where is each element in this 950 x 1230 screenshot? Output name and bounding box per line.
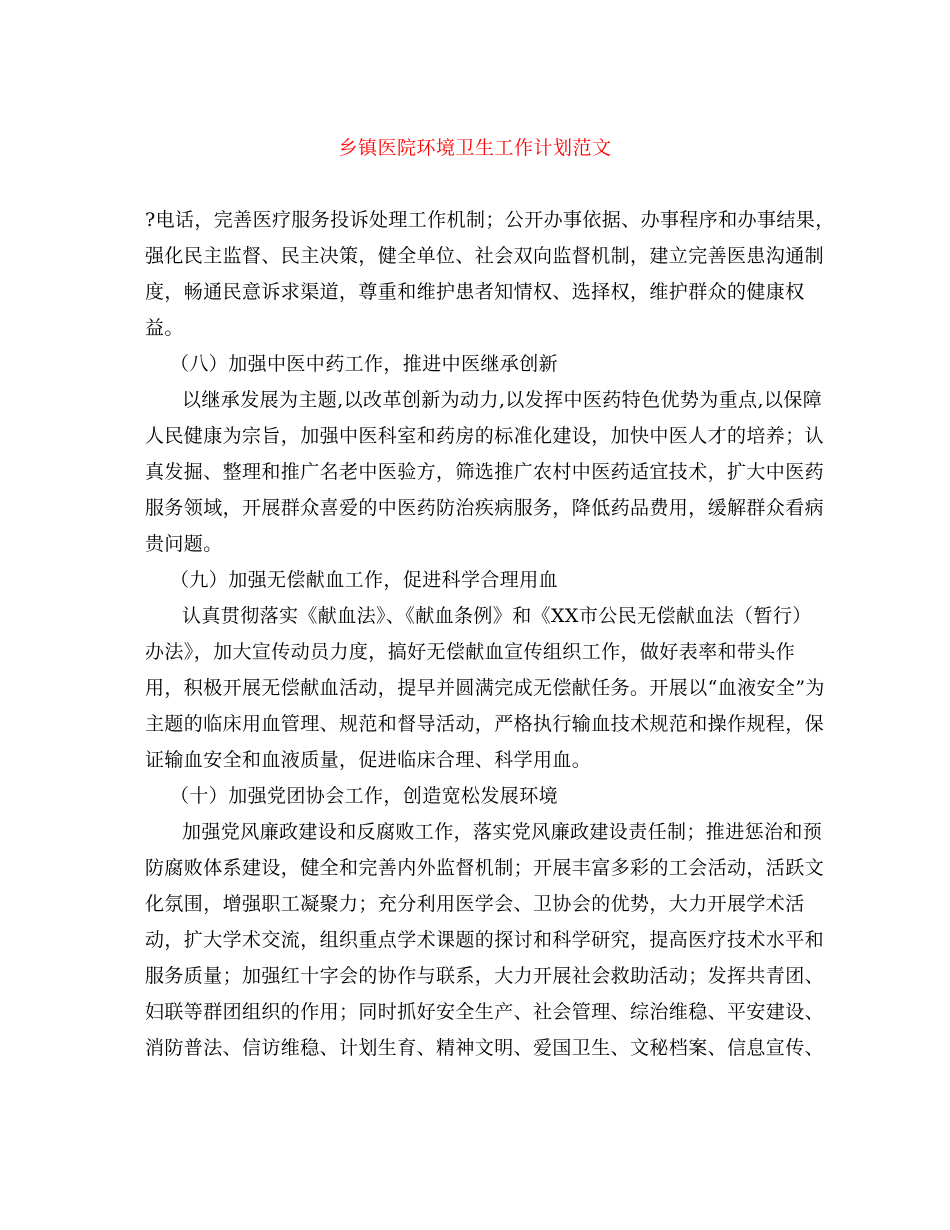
body-line: 化氛围，增强职工凝聚力；充分利用医学会、卫协会的优势，大力开展学术活 bbox=[145, 893, 805, 915]
body-line: 动，扩大学术交流，组织重点学术课题的探讨和科学研究，提高医疗技术水平和 bbox=[145, 929, 825, 951]
body-line: 强化民主监督、民主决策，健全单位、社会双向监督机制，建立完善医患沟通制 bbox=[145, 245, 825, 267]
section-heading: （九）加强无偿献血工作，促进科学合理用血 bbox=[170, 569, 559, 591]
body-line: 防腐败体系建设，健全和完善内外监督机制；开展丰富多彩的工会活动，活跃文 bbox=[145, 857, 825, 879]
section-heading: （十）加强党团协会工作，创造宽松发展环境 bbox=[170, 785, 559, 807]
body-line: 服务质量；加强红十字会的协作与联系，大力开展社会救助活动；发挥共青团、 bbox=[145, 965, 825, 987]
body-line: 贵问题。 bbox=[145, 533, 223, 555]
body-line: 消防普法、信访维稳、计划生育、精神文明、爱国卫生、文秘档案、信息宣传、 bbox=[145, 1037, 825, 1059]
body-line: 办法》，加大宣传动员力度，搞好无偿献血宣传组织工作，做好表率和带头作 bbox=[145, 641, 796, 663]
body-line: 加强党风廉政建设和反腐败工作，落实党风廉政建设责任制；推进惩治和预 bbox=[182, 821, 823, 843]
body-line: 以继承发展为主题,以改革创新为动力,以发挥中医药特色优势为重点,以保障 bbox=[182, 389, 823, 411]
body-line: 用，积极开展无偿献血活动，提早并圆满完成无偿献任务。开展以“血液安全”为 bbox=[145, 677, 825, 699]
body-line: 人民健康为宗旨，加强中医科室和药房的标准化建设，加快中医人才的培养；认 bbox=[145, 425, 825, 447]
body-line: 服务领域，开展群众喜爱的中医药防治疾病服务，降低药品费用，缓解群众看病 bbox=[145, 497, 825, 519]
body-line: 妇联等群团组织的作用；同时抓好安全生产、社会管理、综治维稳、平安建设、 bbox=[145, 1001, 825, 1023]
document-title: 乡镇医院环境卫生工作计划范文 bbox=[338, 137, 612, 159]
body-line: 主题的临床用血管理、规范和督导活动，严格执行输血技术规范和操作规程，保 bbox=[145, 713, 825, 735]
body-line: 益。 bbox=[145, 317, 184, 339]
body-line: 认真贯彻落实《献血法》、《献血条例》和《XX市公民无偿献血法（暂行） bbox=[182, 605, 812, 627]
body-line: ?电话，完善医疗服务投诉处理工作机制；公开办事依据、办事程序和办事结果， bbox=[145, 209, 835, 231]
section-heading: （八）加强中医中药工作，推进中医继承创新 bbox=[170, 353, 559, 375]
body-line: 证输血安全和血液质量，促进临床合理、科学用血。 bbox=[145, 749, 592, 771]
body-line: 度，畅通民意诉求渠道，尊重和维护患者知情权、选择权，维护群众的健康权 bbox=[145, 281, 805, 303]
body-line: 真发掘、整理和推广名老中医验方，筛选推广农村中医药适宜技术，扩大中医药 bbox=[145, 461, 825, 483]
